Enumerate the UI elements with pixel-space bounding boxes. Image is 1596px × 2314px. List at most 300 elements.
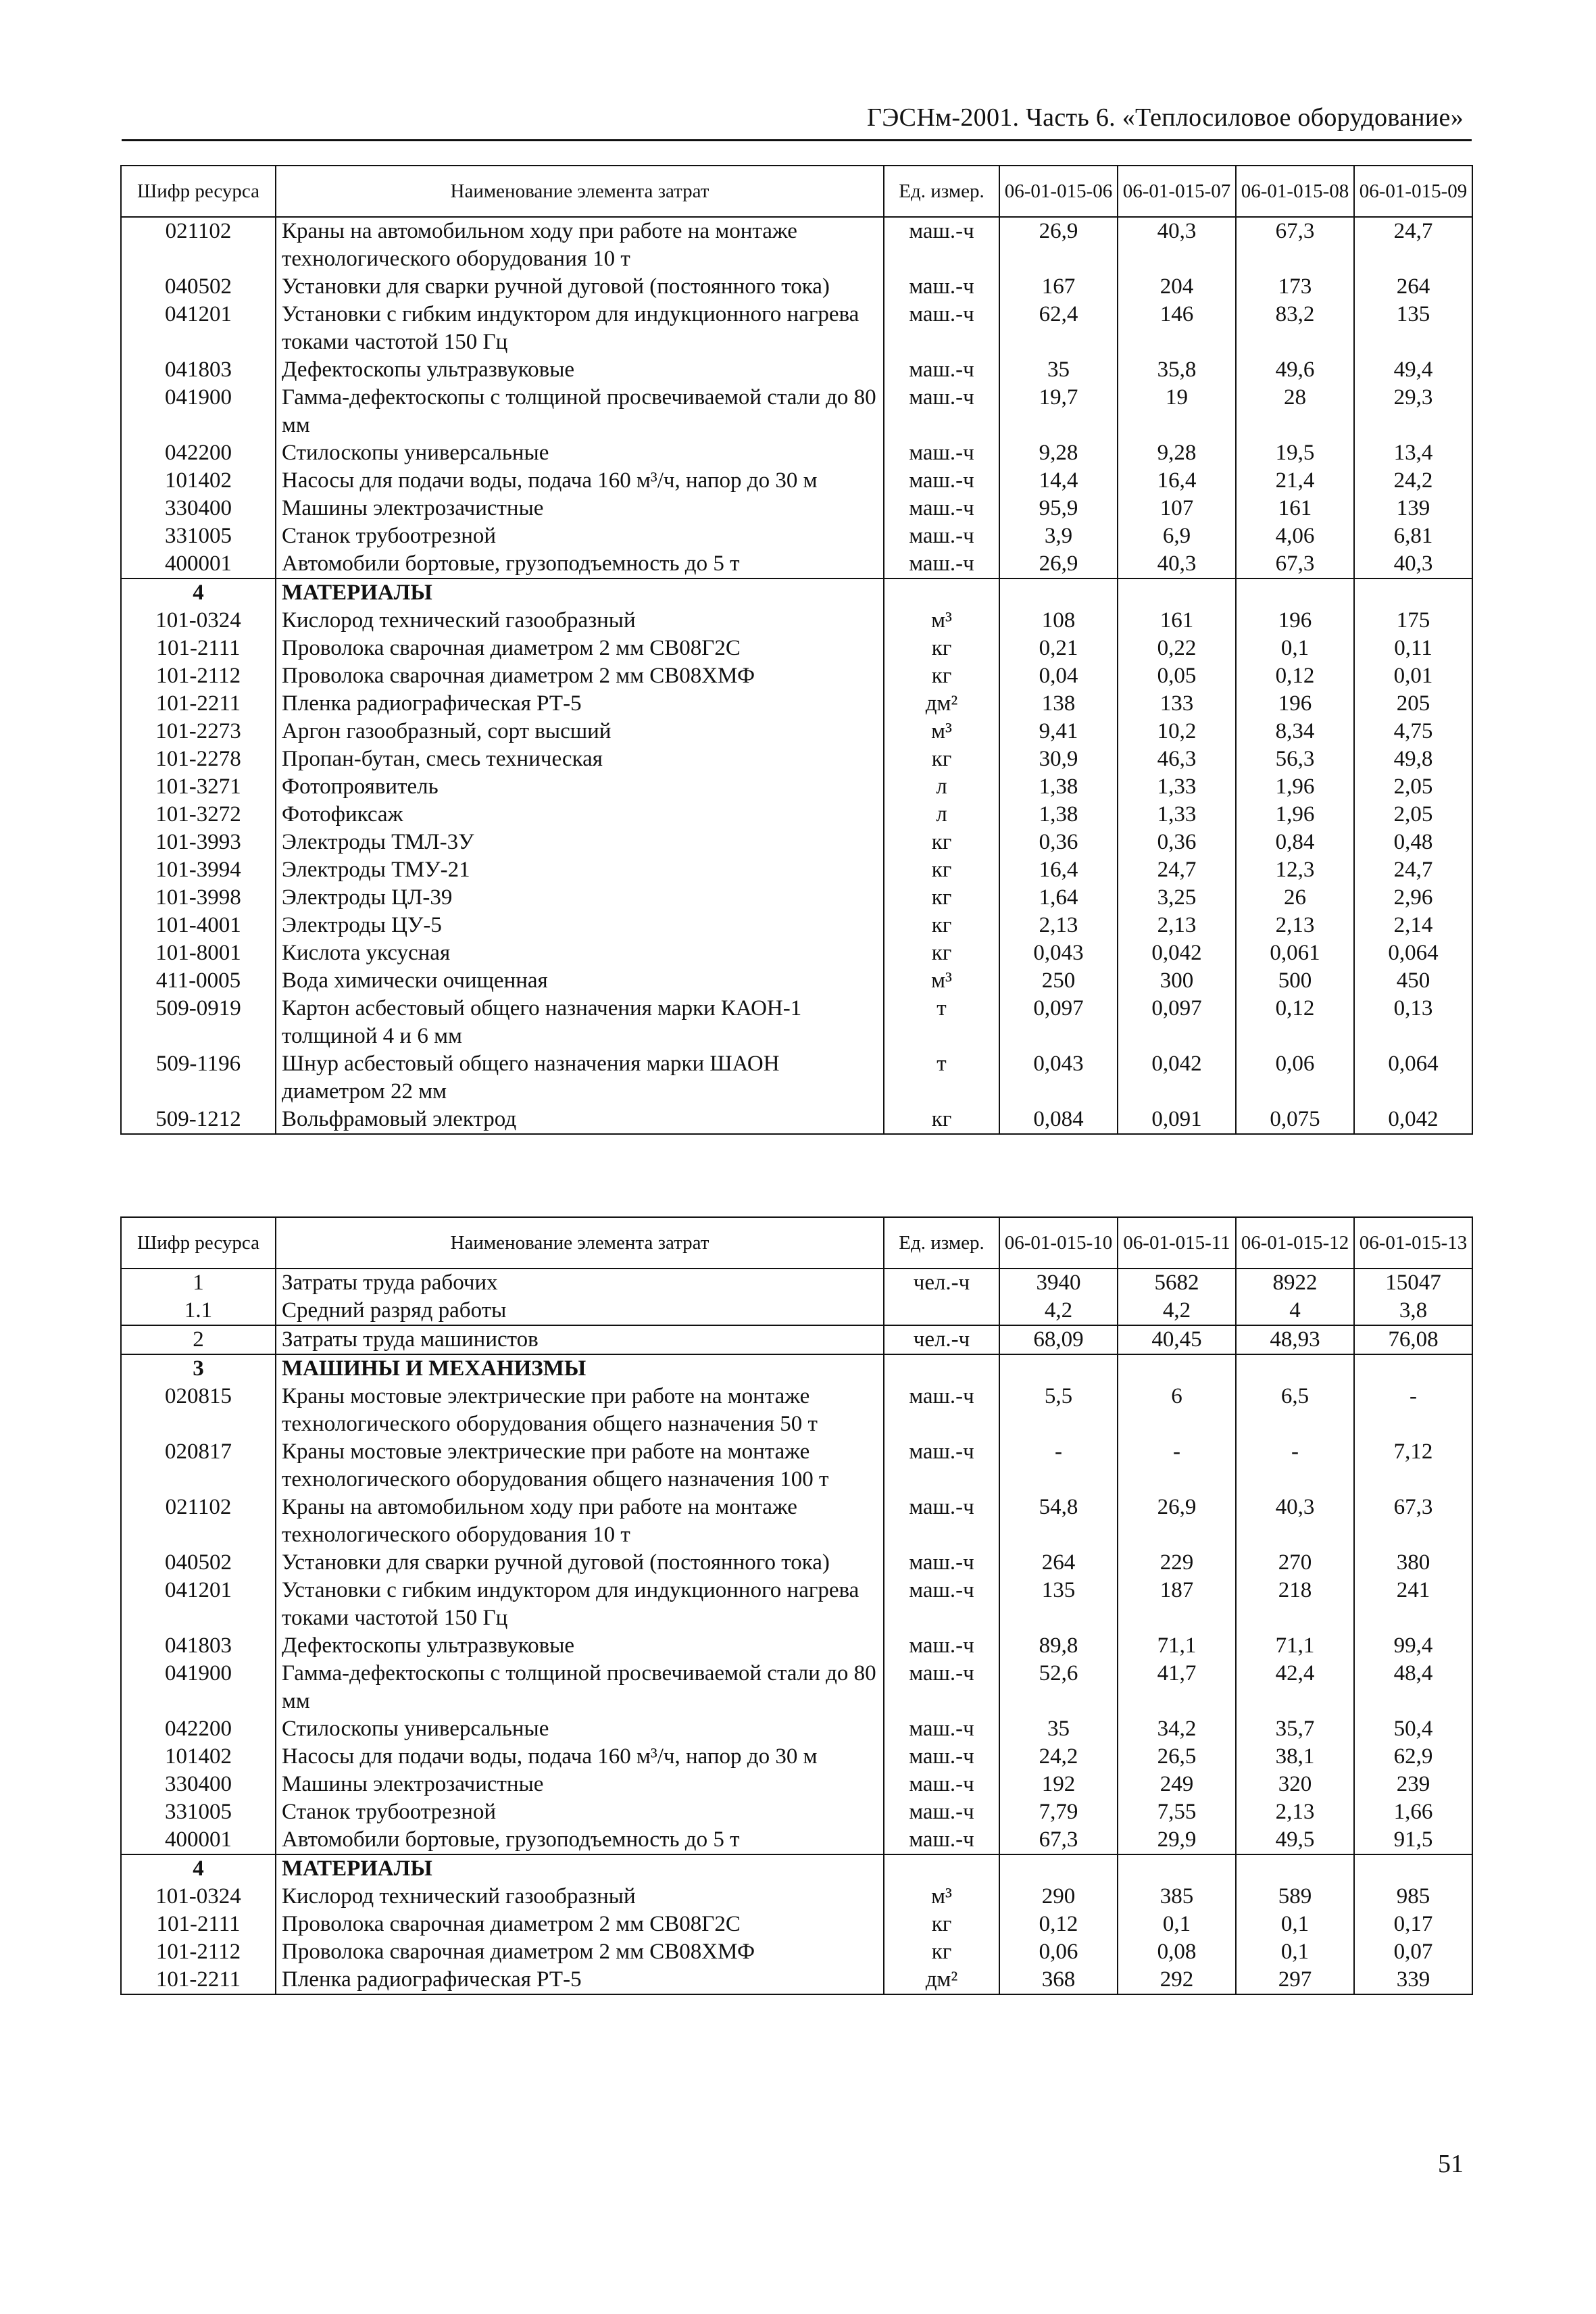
table-row [121,1743,1472,1771]
norm-value-cell: 0,1 [1236,1938,1354,1966]
norm-value-cell: 270 [1236,1549,1354,1577]
group-row [121,1325,1472,1354]
norm-value-cell: 40,3 [1118,217,1236,273]
resource-code-cell: 509-1196 [121,1050,276,1106]
norm-value-cell [1118,578,1236,607]
resource-code-cell: 101-2278 [121,745,276,773]
norm-value-cell: 196 [1236,607,1354,635]
resource-code-cell: 101-3993 [121,829,276,856]
cost-element-name-cell: Шнур асбестовый общего назначения марки ШАОН диаметром 22 мм [276,1050,884,1106]
norm-value-cell: 0,061 [1236,939,1354,967]
header-norm-code: 06-01-015-09 [1354,166,1472,217]
norm-value-cell: 0,1 [1236,1911,1354,1938]
norm-value-cell: 0,084 [999,1106,1118,1134]
norm-value-cell: 9,41 [999,718,1118,745]
norm-value-cell: 0,84 [1236,829,1354,856]
header-resource-code: Шифр ресурса [121,166,276,217]
norms-table-2 [120,1216,1473,1995]
norm-value-cell: 6,5 [1236,1383,1354,1438]
cost-element-name-cell: Пленка радиографическая РТ-5 [276,690,884,718]
norm-value-cell: 26,9 [1118,1494,1236,1549]
unit-cell: л [884,773,999,801]
cost-element-name-cell: Электроды ЦУ-5 [276,912,884,939]
table-row [121,1577,1472,1632]
norm-value-cell: 48,93 [1236,1325,1354,1354]
norm-value-cell: 250 [999,967,1118,995]
table-header-row [121,166,1472,217]
cost-element-name-cell: Затраты труда машинистов [276,1325,884,1354]
norm-value-cell: 249 [1118,1771,1236,1798]
cost-element-name-cell: Электроды ТМЛ-3У [276,829,884,856]
unit-cell: кг [884,635,999,662]
resource-code-cell: 330400 [121,1771,276,1798]
unit-cell: маш.-ч [884,467,999,495]
norm-value-cell: 7,55 [1118,1798,1236,1826]
table-row [121,467,1472,495]
norm-value-cell: 290 [999,1883,1118,1911]
norm-value-cell: 0,097 [1118,995,1236,1050]
norm-value-cell: 108 [999,607,1118,635]
unit-cell: маш.-ч [884,273,999,301]
norm-value-cell: 1,38 [999,801,1118,829]
unit-cell: т [884,995,999,1050]
unit-cell: кг [884,884,999,912]
unit-cell: кг [884,1911,999,1938]
resource-code-cell: 101-2111 [121,635,276,662]
norm-value-cell [999,578,1118,607]
resource-code-cell: 400001 [121,1826,276,1854]
norm-value-cell: 41,7 [1118,1660,1236,1715]
norm-value-cell: 5682 [1118,1269,1236,1297]
norm-value-cell: 5,5 [999,1383,1118,1438]
norm-value-cell: 48,4 [1354,1660,1472,1715]
norm-value-cell: 0,01 [1354,662,1472,690]
unit-cell: м³ [884,718,999,745]
cost-element-name-cell: Кислота уксусная [276,939,884,967]
norm-value-cell: 300 [1118,967,1236,995]
header-norm-code: 06-01-015-11 [1118,1217,1236,1269]
resource-code-cell: 101-2112 [121,1938,276,1966]
norm-value-cell: 50,4 [1354,1715,1472,1743]
resource-code-cell: 021102 [121,1494,276,1549]
resource-code-cell: 101-8001 [121,939,276,967]
table-row [121,1715,1472,1743]
resource-code-cell: 040502 [121,1549,276,1577]
resource-code-cell: 101-2211 [121,1966,276,1994]
norm-value-cell: 4,75 [1354,718,1472,745]
norm-value-cell: 35 [999,1715,1118,1743]
norm-value-cell: 161 [1236,495,1354,522]
norm-value-cell: 19 [1118,384,1236,439]
cost-element-name-cell: Дефектоскопы ультразвуковые [276,1632,884,1660]
table-row [121,522,1472,550]
unit-cell: маш.-ч [884,1632,999,1660]
unit-cell: маш.-ч [884,1660,999,1715]
norm-value-cell: 0,07 [1354,1938,1472,1966]
unit-cell: м³ [884,1883,999,1911]
table-row [121,1383,1472,1438]
norm-value-cell: 26,9 [999,550,1118,578]
norm-value-cell: 35,8 [1118,356,1236,384]
unit-cell [884,1297,999,1325]
norm-value-cell: - [1354,1383,1472,1438]
norm-value-cell: 49,8 [1354,745,1472,773]
table-row [121,1798,1472,1826]
table-row [121,301,1472,356]
norm-value-cell: 83,2 [1236,301,1354,356]
norm-value-cell [1236,578,1354,607]
resource-code-cell: 330400 [121,495,276,522]
cost-element-name-cell: Краны мостовые электрические при работе на монтаже технологического оборудования общего назначения 50 т [276,1383,884,1438]
unit-cell: кг [884,662,999,690]
resource-code-cell: 041803 [121,1632,276,1660]
norm-value-cell: 3,8 [1354,1297,1472,1325]
resource-code-cell: 2 [121,1325,276,1354]
cost-element-name-cell: Электроды ТМУ-21 [276,856,884,884]
norm-value-cell: 71,1 [1118,1632,1236,1660]
unit-cell: кг [884,912,999,939]
norm-value-cell: 161 [1118,607,1236,635]
norm-value-cell: 13,4 [1354,439,1472,467]
norm-value-cell: 16,4 [1118,467,1236,495]
section-row [121,1354,1472,1383]
section-row [121,1854,1472,1883]
unit-cell: маш.-ч [884,1798,999,1826]
table-row [121,384,1472,439]
norm-value-cell: 0,06 [1236,1050,1354,1106]
norm-value-cell: 35,7 [1236,1715,1354,1743]
norm-value-cell: 0,17 [1354,1911,1472,1938]
norm-value-cell: 0,48 [1354,829,1472,856]
norm-value-cell: 2,96 [1354,884,1472,912]
norm-value-cell: - [1236,1438,1354,1494]
norm-value-cell: 14,4 [999,467,1118,495]
norm-value-cell: 46,3 [1118,745,1236,773]
header-norm-code: 06-01-015-10 [999,1217,1118,1269]
cost-element-name-cell: Гамма-дефектоскопы с толщиной просвечиваемой стали до 80 мм [276,384,884,439]
norm-value-cell: 28 [1236,384,1354,439]
cost-element-name-cell: Проволока сварочная диаметром 2 мм СВ08Г2С [276,635,884,662]
norm-value-cell: 218 [1236,1577,1354,1632]
cost-element-name-cell: Машины электрозачистные [276,495,884,522]
resource-code-cell: 021102 [121,217,276,273]
norm-value-cell: 204 [1118,273,1236,301]
header-norm-code: 06-01-015-06 [999,166,1118,217]
norm-value-cell: - [999,1438,1118,1494]
table-row [121,495,1472,522]
cost-element-name-cell: Станок трубоотрезной [276,522,884,550]
norm-value-cell: 4 [1236,1297,1354,1325]
header-cost-element-name: Наименование элемента затрат [276,166,884,217]
table-row [121,718,1472,745]
resource-code-cell: 041803 [121,356,276,384]
norm-value-cell: 339 [1354,1966,1472,1994]
norm-value-cell: 167 [999,273,1118,301]
resource-code-cell: 101-2111 [121,1911,276,1938]
header-cost-element-name: Наименование элемента затрат [276,1217,884,1269]
norm-value-cell: 450 [1354,967,1472,995]
norm-value-cell: 135 [1354,301,1472,356]
resource-code-cell: 400001 [121,550,276,578]
unit-cell: м³ [884,607,999,635]
norm-value-cell: 40,45 [1118,1325,1236,1354]
table-row [121,1826,1472,1854]
resource-code-cell: 101-2273 [121,718,276,745]
norm-value-cell: 26,9 [999,217,1118,273]
norm-value-cell: 24,7 [1118,856,1236,884]
norm-value-cell: 2,13 [999,912,1118,939]
norm-value-cell: 0,043 [999,939,1118,967]
resource-code-cell: 042200 [121,439,276,467]
table-row [121,884,1472,912]
norm-value-cell: 95,9 [999,495,1118,522]
unit-cell: дм² [884,690,999,718]
header-unit: Ед. измер. [884,166,999,217]
norm-value-cell: 0,12 [1236,662,1354,690]
unit-cell: маш.-ч [884,301,999,356]
header-norm-code: 06-01-015-12 [1236,1217,1354,1269]
resource-code-cell: 020815 [121,1383,276,1438]
cost-element-name-cell: Установки с гибким индуктором для индукционного нагрева токами частотой 150 Гц [276,301,884,356]
norm-value-cell: 0,11 [1354,635,1472,662]
resource-code-cell: 042200 [121,1715,276,1743]
norm-value-cell: 297 [1236,1966,1354,1994]
cost-element-name-cell: Насосы для подачи воды, подача 160 м³/ч, напор до 30 м [276,1743,884,1771]
cost-element-name-cell: Автомобили бортовые, грузоподъемность до 5 т [276,1826,884,1854]
table-row [121,912,1472,939]
resource-code-cell: 4 [121,578,276,607]
norm-value-cell: 146 [1118,301,1236,356]
running-header: ГЭСНм-2001. Часть 6. «Теплосиловое оборудование» [867,103,1464,132]
unit-cell: т [884,1050,999,1106]
table-row [121,1106,1472,1134]
table-row [121,1660,1472,1715]
norm-value-cell: 15047 [1354,1269,1472,1297]
cost-element-name-cell: Краны на автомобильном ходу при работе на монтаже технологического оборудования 10 т [276,1494,884,1549]
unit-cell: кг [884,1106,999,1134]
table-row [121,773,1472,801]
table-row [121,995,1472,1050]
resource-code-cell: 041201 [121,301,276,356]
norm-value-cell [1354,1854,1472,1883]
unit-cell: маш.-ч [884,217,999,273]
unit-cell: маш.-ч [884,1383,999,1438]
norm-value-cell: 2,14 [1354,912,1472,939]
norm-value-cell: 0,13 [1354,995,1472,1050]
norm-value-cell: 3940 [999,1269,1118,1297]
table-row [121,1549,1472,1577]
resource-code-cell: 101-3994 [121,856,276,884]
norm-value-cell: 0,097 [999,995,1118,1050]
norm-value-cell: 2,05 [1354,801,1472,829]
table-row [121,356,1472,384]
unit-cell [884,1354,999,1383]
resource-code-cell: 411-0005 [121,967,276,995]
resource-code-cell: 331005 [121,1798,276,1826]
norm-value-cell: 24,7 [1354,217,1472,273]
norm-value-cell: 9,28 [1118,439,1236,467]
norm-value-cell: 0,1 [1236,635,1354,662]
norm-value-cell: 0,04 [999,662,1118,690]
norm-value-cell: 38,1 [1236,1743,1354,1771]
norm-value-cell: 40,3 [1118,550,1236,578]
table-row [121,829,1472,856]
page-number: 51 [1438,2150,1464,2178]
cost-element-name-cell: Краны на автомобильном ходу при работе на монтаже технологического оборудования 10 т [276,217,884,273]
norm-value-cell [999,1854,1118,1883]
resource-code-cell: 1.1 [121,1297,276,1325]
norm-value-cell: - [1118,1438,1236,1494]
resource-code-cell: 101402 [121,467,276,495]
norm-value-cell: 196 [1236,690,1354,718]
unit-cell: маш.-ч [884,1494,999,1549]
unit-cell: маш.-ч [884,1771,999,1798]
resource-code-cell: 101-0324 [121,607,276,635]
norm-value-cell: 138 [999,690,1118,718]
cost-element-name-cell: Пленка радиографическая РТ-5 [276,1966,884,1994]
table-row [121,635,1472,662]
resource-code-cell: 101-2211 [121,690,276,718]
norm-value-cell: 19,5 [1236,439,1354,467]
norm-value-cell: 368 [999,1966,1118,1994]
cost-element-name-cell: Кислород технический газообразный [276,607,884,635]
cost-element-name-cell: МАТЕРИАЛЫ [276,1854,884,1883]
norm-value-cell: 29,9 [1118,1826,1236,1854]
norm-value-cell: 24,2 [999,1743,1118,1771]
unit-cell: маш.-ч [884,495,999,522]
resource-code-cell: 4 [121,1854,276,1883]
norm-value-cell: 173 [1236,273,1354,301]
unit-cell: маш.-ч [884,550,999,578]
resource-code-cell: 509-1212 [121,1106,276,1134]
resource-code-cell: 101-3272 [121,801,276,829]
norm-value-cell: 4,06 [1236,522,1354,550]
norm-value-cell: 1,33 [1118,801,1236,829]
cost-element-name-cell: Фотофиксаж [276,801,884,829]
norm-value-cell: 67,3 [1236,217,1354,273]
norm-value-cell: 26,5 [1118,1743,1236,1771]
cost-element-name-cell: Проволока сварочная диаметром 2 мм СВ08Г2С [276,1911,884,1938]
norm-value-cell: 205 [1354,690,1472,718]
norm-value-cell: 229 [1118,1549,1236,1577]
norm-value-cell: 0,06 [999,1938,1118,1966]
unit-cell: м³ [884,967,999,995]
norm-value-cell: 7,79 [999,1798,1118,1826]
resource-code-cell: 101-3271 [121,773,276,801]
norm-value-cell: 292 [1118,1966,1236,1994]
unit-cell: маш.-ч [884,439,999,467]
resource-code-cell: 101-4001 [121,912,276,939]
norm-value-cell: 1,33 [1118,773,1236,801]
cost-element-name-cell: Насосы для подачи воды, подача 160 м³/ч, напор до 30 м [276,467,884,495]
table-row [121,690,1472,718]
norm-value-cell: 4,2 [1118,1297,1236,1325]
norm-value-cell: 0,042 [1118,939,1236,967]
cost-element-name-cell: Установки с гибким индуктором для индукционного нагрева токами частотой 150 Гц [276,1577,884,1632]
resource-code-cell: 509-0919 [121,995,276,1050]
table-row [121,550,1472,578]
norm-value-cell: 175 [1354,607,1472,635]
resource-code-cell: 101-0324 [121,1883,276,1911]
norm-value-cell: 40,3 [1354,550,1472,578]
norm-value-cell: 21,4 [1236,467,1354,495]
header-unit: Ед. измер. [884,1217,999,1269]
table-header-row [121,1217,1472,1269]
norm-value-cell [1354,1354,1472,1383]
norm-value-cell: 0,064 [1354,1050,1472,1106]
norm-value-cell: 0,042 [1354,1106,1472,1134]
norm-value-cell: 24,7 [1354,856,1472,884]
cost-element-name-cell: МАШИНЫ И МЕХАНИЗМЫ [276,1354,884,1383]
norm-value-cell: 6 [1118,1383,1236,1438]
header-norm-code: 06-01-015-07 [1118,166,1236,217]
resource-code-cell: 020817 [121,1438,276,1494]
norm-value-cell: 3,9 [999,522,1118,550]
norm-value-cell: 54,8 [999,1494,1118,1549]
group-row [121,1269,1472,1297]
resource-code-cell: 101-3998 [121,884,276,912]
unit-cell: чел.-ч [884,1325,999,1354]
norm-value-cell: 30,9 [999,745,1118,773]
cost-element-name-cell: Картон асбестовый общего назначения марки КАОН-1 толщиной 4 и 6 мм [276,995,884,1050]
norm-value-cell: 1,96 [1236,773,1354,801]
cost-element-name-cell: Стилоскопы универсальные [276,1715,884,1743]
cost-element-name-cell: Проволока сварочная диаметром 2 мм СВ08ХМФ [276,662,884,690]
table-row [121,439,1472,467]
cost-element-name-cell: Автомобили бортовые, грузоподъемность до 5 т [276,550,884,578]
norm-value-cell: 49,4 [1354,356,1472,384]
resource-code-cell: 040502 [121,273,276,301]
table-body [121,217,1472,1134]
cost-element-name-cell: Машины электрозачистные [276,1771,884,1798]
norm-value-cell: 35 [999,356,1118,384]
norm-value-cell: 76,08 [1354,1325,1472,1354]
table-row [121,1632,1472,1660]
norm-value-cell: 0,1 [1118,1911,1236,1938]
cost-element-name-cell: Стилоскопы универсальные [276,439,884,467]
norm-value-cell: 19,7 [999,384,1118,439]
cost-element-name-cell: Проволока сварочная диаметром 2 мм СВ08ХМФ [276,1938,884,1966]
norm-value-cell: 239 [1354,1771,1472,1798]
norm-value-cell: 135 [999,1577,1118,1632]
unit-cell: маш.-ч [884,1826,999,1854]
norm-value-cell: 0,08 [1118,1938,1236,1966]
unit-cell: маш.-ч [884,522,999,550]
table-row [121,1911,1472,1938]
norm-value-cell: 67,3 [999,1826,1118,1854]
norm-value-cell: 0,091 [1118,1106,1236,1134]
header-norm-code: 06-01-015-13 [1354,1217,1472,1269]
unit-cell: кг [884,1938,999,1966]
norm-value-cell: 40,3 [1236,1494,1354,1549]
unit-cell: л [884,801,999,829]
norm-value-cell: 1,96 [1236,801,1354,829]
norm-value-cell: 500 [1236,967,1354,995]
norm-value-cell [999,1354,1118,1383]
norm-value-cell: 6,81 [1354,522,1472,550]
unit-cell: маш.-ч [884,1715,999,1743]
cost-element-name-cell: Кислород технический газообразный [276,1883,884,1911]
norm-value-cell: 0,05 [1118,662,1236,690]
norm-value-cell: 67,3 [1354,1494,1472,1549]
resource-code-cell: 331005 [121,522,276,550]
norm-value-cell: 320 [1236,1771,1354,1798]
table-row [121,856,1472,884]
norm-value-cell: 8922 [1236,1269,1354,1297]
cost-element-name-cell: МАТЕРИАЛЫ [276,578,884,607]
header-resource-code: Шифр ресурса [121,1217,276,1269]
norm-value-cell: 8,34 [1236,718,1354,745]
